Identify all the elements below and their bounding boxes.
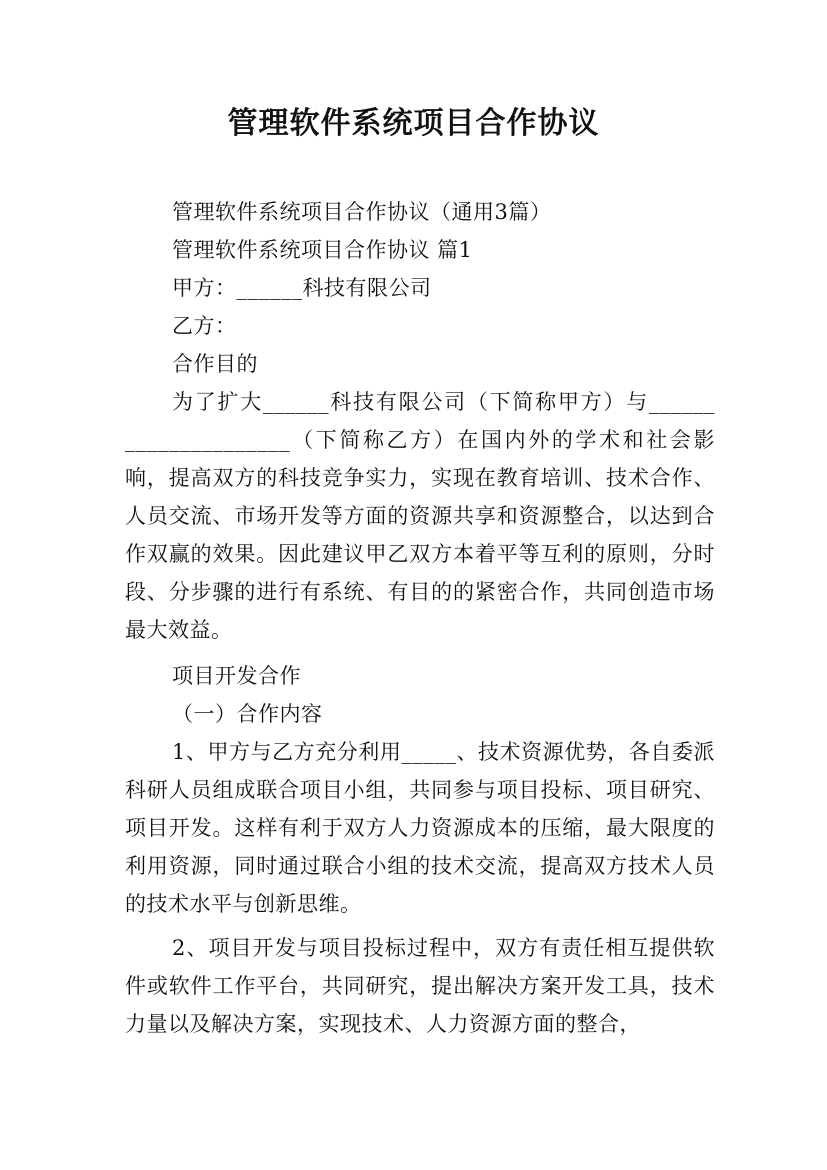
subtitle-line: 管理软件系统项目合作协议（通用3篇）	[172, 200, 552, 224]
project-dev-heading: 项目开发合作	[172, 664, 301, 688]
clause-1-paragraph: 1、甲方与乙方充分利用_____、技术资源优势，各自委派科研人员组成联合项目小组，共同参与项目投标、项目研究、项目开发。这样有利于双方人力资源成本的压缩，最大限度的利用资源，同时通过联合小组的技术交流，提高双方技术人员的技术水平与创新思维。	[125, 740, 715, 916]
purpose-paragraph: 为了扩大______科技有限公司（下简称甲方）与______ _______________（下简称乙方）在国内外的学术和社会影响，提高双方的科技竞争实力，实现在教育培训、技术合作、人员交流、市场开发等方面的资源共享和资源整合，以达到合作双赢的效果。因此建议甲乙双方本着平等互利的原则，分时段、分步骤的进行有系统、有目的的紧密合作，共同创造市场最大效益。	[125, 390, 715, 642]
purpose-heading: 合作目的	[172, 352, 258, 376]
clause-2-paragraph: 2、项目开发与项目投标过程中，双方有责任相互提供软件或软件工作平台，共同研究，提出解决方案开发工具，技术力量以及解决方案，实现技术、人力资源方面的整合，	[125, 936, 715, 1036]
party-b-line: 乙方：	[172, 314, 237, 338]
party-a-line: 甲方：______科技有限公司	[172, 276, 432, 300]
section-heading: 管理软件系统项目合作协议 篇1	[172, 238, 473, 262]
cooperation-content-heading: （一）合作内容	[172, 702, 323, 726]
document-title: 管理软件系统项目合作协议	[227, 106, 600, 141]
